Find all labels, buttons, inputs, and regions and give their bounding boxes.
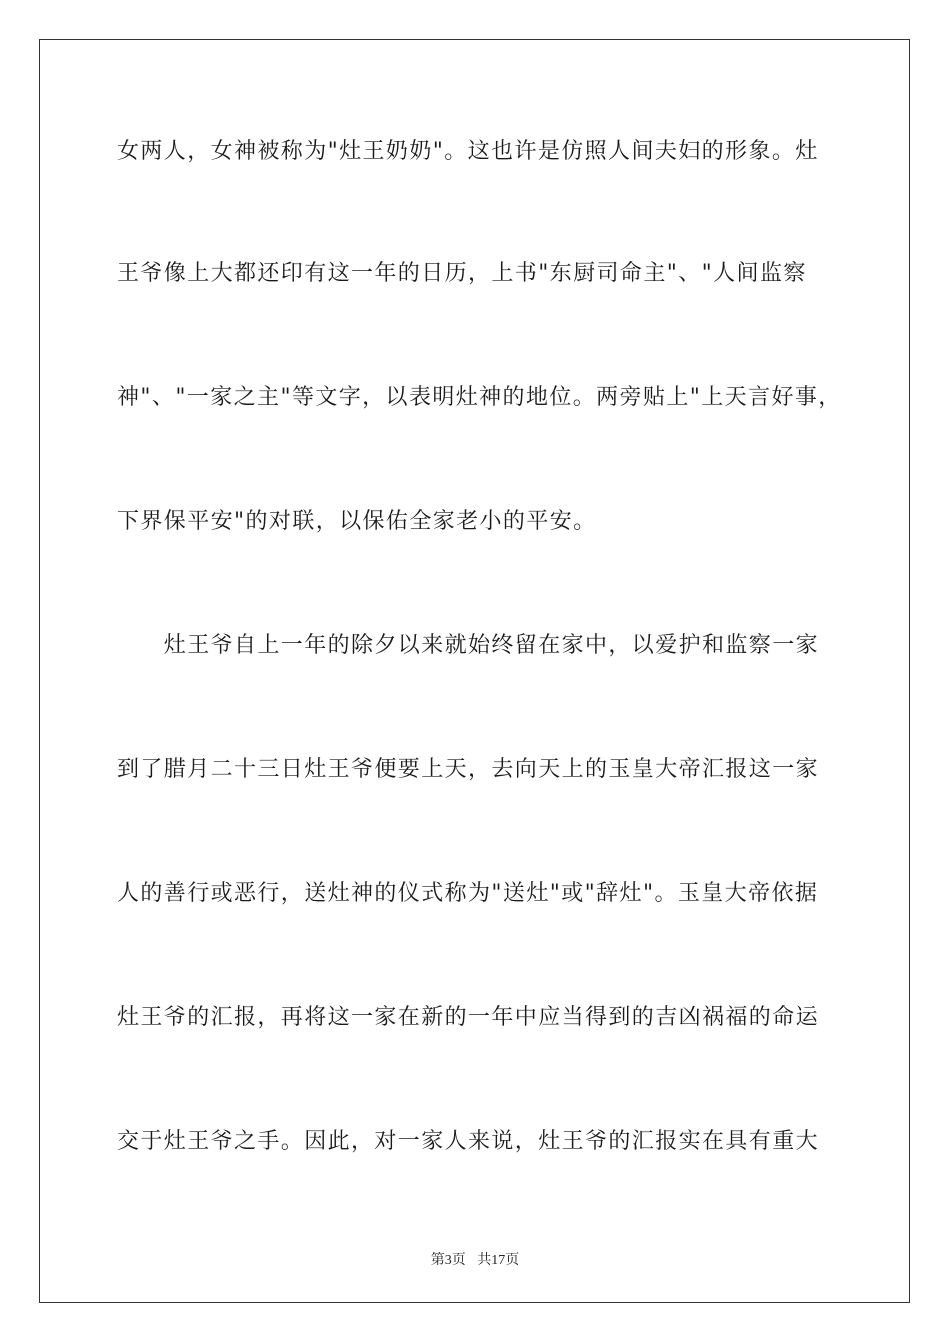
text-line-4: 下界保平安"的对联，以保佑全家老小的平安。 xyxy=(117,509,597,534)
text-line-9: 交于灶王爷之手。因此，对一家人来说，灶王爷的汇报实在具有重大 xyxy=(117,1129,820,1154)
page-number: 第3页 xyxy=(430,1253,466,1268)
text-line-7: 人的善行或恶行，送灶神的仪式称为"送灶"或"辞灶"。玉皇大帝依据 xyxy=(117,881,819,906)
text-line-1: 女两人，女神被称为"灶王奶奶"。这也许是仿照人间夫妇的形象。灶 xyxy=(117,139,819,164)
page-footer xyxy=(0,1249,950,1269)
text-line-6: 到了腊月二十三日灶王爷便要上天，去向天上的玉皇大帝汇报这一家 xyxy=(117,757,820,782)
text-line-2: 王爷像上大都还印有这一年的日历，上书"东厨司命主"、"人间监察 xyxy=(117,261,807,286)
text-line-8: 灶王爷的汇报，再将这一家在新的一年中应当得到的吉凶祸福的命运 xyxy=(117,1005,820,1030)
page-total: 共17页 xyxy=(477,1253,520,1268)
text-line-5: 灶王爷自上一年的除夕以来就始终留在家中，以爱护和监察一家 xyxy=(117,633,820,658)
page-border xyxy=(39,39,910,1303)
text-line-3: 神"、"一家之主"等文字，以表明灶神的地位。两旁贴上"上天言好事， xyxy=(117,385,842,410)
